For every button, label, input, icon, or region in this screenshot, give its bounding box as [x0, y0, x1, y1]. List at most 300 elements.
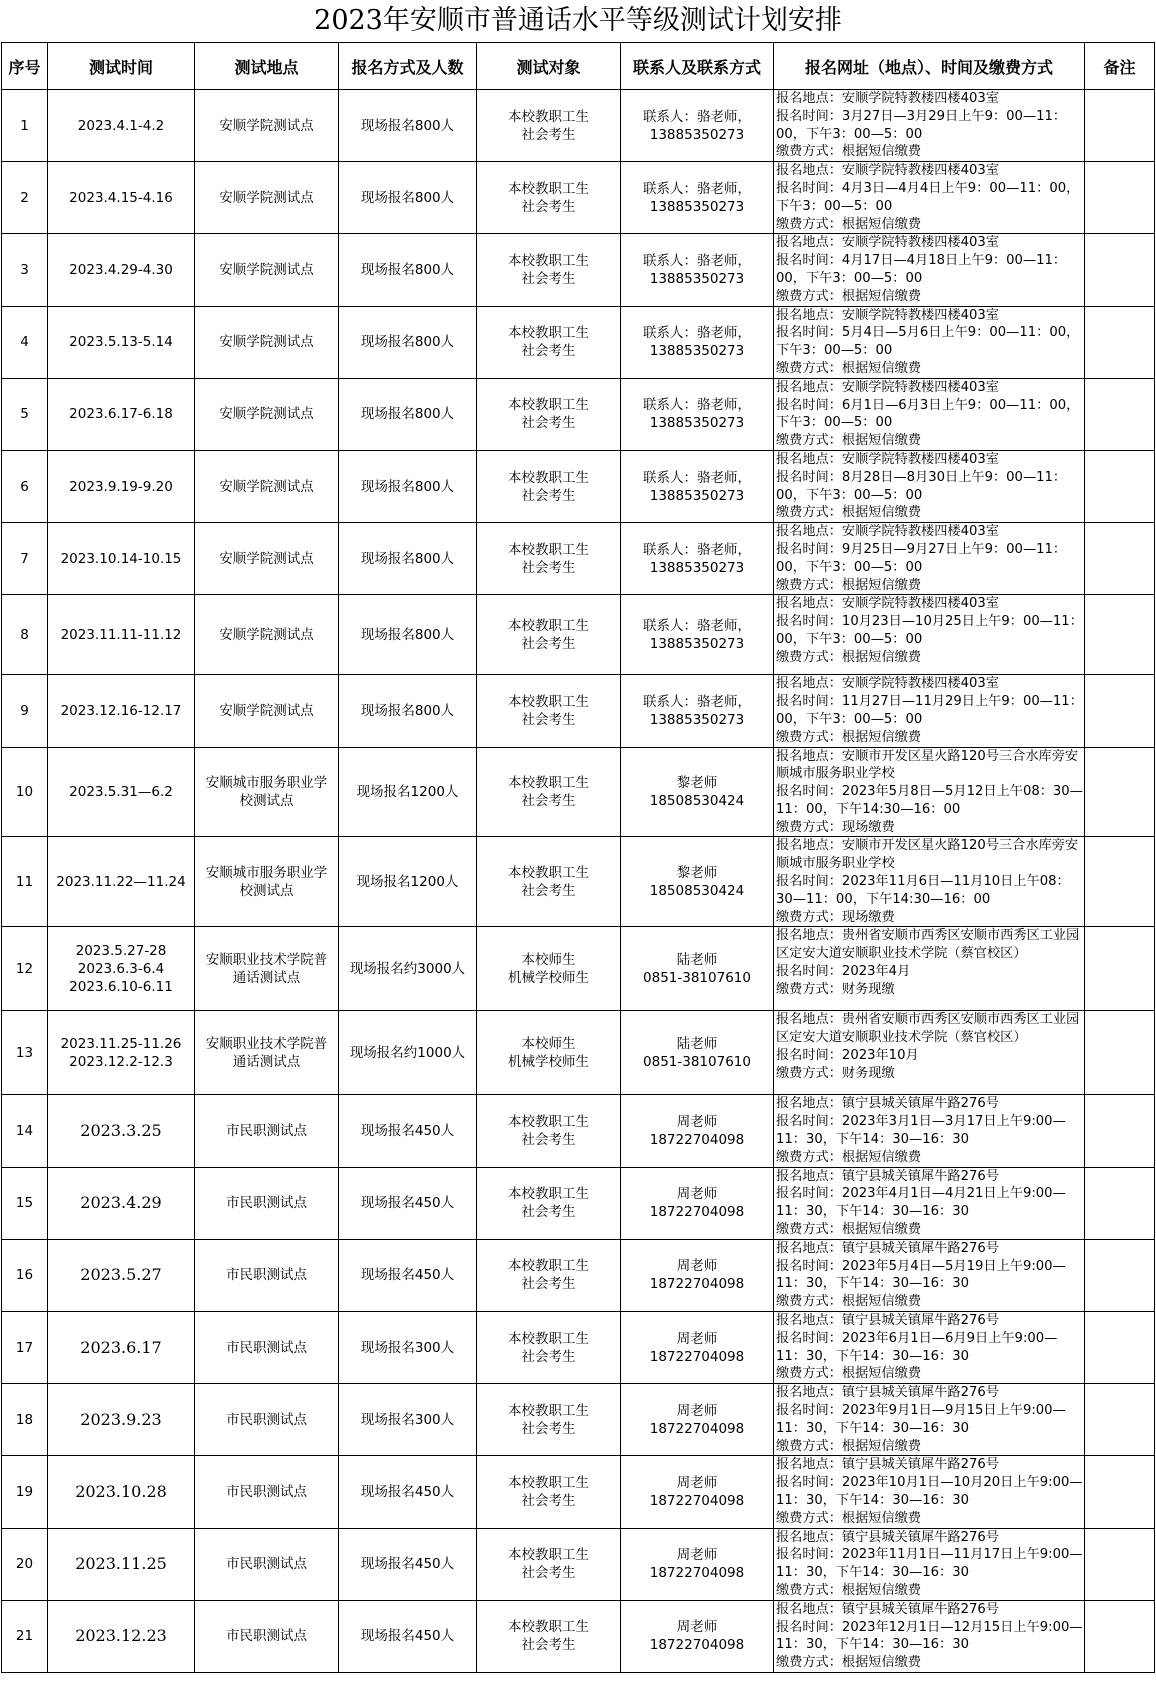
- signup-method: 现场报名800人: [339, 378, 477, 450]
- row-number: 15: [2, 1167, 48, 1239]
- test-target-line: 机械学校师生: [508, 1053, 589, 1070]
- row-number: 18: [2, 1384, 48, 1456]
- test-target-line: 本校教职工生: [508, 1114, 589, 1131]
- registration-info: [774, 1456, 1085, 1528]
- test-target: [477, 378, 621, 450]
- row-number: 14: [2, 1095, 48, 1167]
- contact-info: [621, 1528, 774, 1600]
- signup-method: 现场报名450人: [339, 1528, 477, 1600]
- registration-line: 报名地点：镇宁县城关镇犀牛路276号: [776, 1096, 999, 1112]
- registration-line: 缴费方式：根据短信缴费: [776, 1294, 922, 1310]
- test-time: [48, 450, 195, 522]
- contact-line: 周老师: [676, 1258, 718, 1275]
- registration-line: 报名时间：9月25日—9月27日上午9：00—11：00，下午3：00—5：00: [776, 541, 1067, 575]
- test-place-line: 通话测试点: [232, 1053, 301, 1070]
- test-time-line: 2023.12.23: [75, 1626, 167, 1646]
- test-target-line: 本校教职工生: [508, 325, 589, 342]
- registration-line: 报名地点：镇宁县城关镇犀牛路276号: [776, 1313, 999, 1329]
- row-number: 7: [2, 523, 48, 595]
- registration-info: [774, 1384, 1085, 1456]
- test-place: [195, 595, 339, 675]
- row-number: 9: [2, 675, 48, 747]
- test-target: [477, 1095, 621, 1167]
- contact-line: 陆老师: [676, 1035, 718, 1052]
- contact-line: 联系人：骆老师，: [643, 693, 751, 710]
- test-target-line: 本校教职工生: [508, 469, 589, 486]
- test-place: [195, 1384, 339, 1456]
- test-time-line: 2023.12.16-12.17: [60, 702, 182, 719]
- test-time: [48, 1312, 195, 1384]
- registration-line: 报名地点：安顺市开发区星火路120号三合水库旁安顺城市服务职业学校: [776, 748, 1079, 782]
- note: [1085, 162, 1155, 234]
- table-row: [2, 523, 1155, 595]
- test-time: [48, 1456, 195, 1528]
- row-number: 11: [2, 837, 48, 927]
- registration-info: [774, 1011, 1085, 1095]
- test-target-line: 本校教职工生: [508, 1330, 589, 1347]
- registration-info: [774, 1167, 1085, 1239]
- row-number: 2: [2, 162, 48, 234]
- test-time-line: 2023.9.19-9.20: [69, 478, 173, 495]
- table-row: [2, 450, 1155, 522]
- contact-line: 陆老师: [676, 951, 718, 968]
- contact-info: [621, 927, 774, 1011]
- registration-info: [774, 90, 1085, 162]
- table-row: [2, 1528, 1155, 1600]
- registration-line: 报名时间：4月17日—4月18日上午9：00—11：00，下午3：00—5：00: [776, 253, 1067, 286]
- test-place-line: 校测试点: [239, 792, 294, 809]
- registration-line: 报名时间：2023年6月1日—6月9日上午9:00—11：30，下午14：30—16：30: [776, 1330, 1058, 1364]
- registration-line: 报名时间：2023年3月1日—3月17日上午9:00—11：30，下午14：30—16：30: [776, 1114, 1066, 1148]
- contact-line: 18722704098: [649, 1348, 745, 1365]
- header-signup: 报名方式及人数: [339, 43, 477, 90]
- note: [1085, 1600, 1155, 1672]
- registration-info: [774, 675, 1085, 747]
- note: [1085, 1239, 1155, 1311]
- table-row: [2, 1011, 1155, 1095]
- test-target-line: 社会考生: [521, 1637, 576, 1654]
- test-place-line: 安顺城市服务职业学: [205, 864, 328, 881]
- test-time: [48, 1528, 195, 1600]
- contact-info: [621, 1095, 774, 1167]
- test-place: [195, 378, 339, 450]
- signup-method: 现场报名450人: [339, 1167, 477, 1239]
- signup-method: 现场报名800人: [339, 450, 477, 522]
- registration-line: 报名地点：镇宁县城关镇犀牛路276号: [776, 1601, 999, 1617]
- registration-line: 报名时间：11月27日—11月29日上午9：00—11：00，下午3：00—5：00: [776, 694, 1083, 727]
- contact-line: 18722704098: [649, 1493, 745, 1509]
- test-target-line: 社会考生: [521, 1420, 576, 1437]
- test-time-line: 2023.6.17-6.18: [69, 406, 173, 423]
- test-target-line: 本校教职工生: [508, 108, 589, 125]
- test-place-line: 安顺学院测试点: [219, 334, 314, 351]
- test-place-line: 安顺学院测试点: [219, 406, 314, 423]
- test-time: [48, 1167, 195, 1239]
- test-target: [477, 747, 621, 837]
- registration-line: 缴费方式：财务现缴: [776, 981, 895, 997]
- test-time: [48, 1600, 195, 1672]
- test-place: [195, 162, 339, 234]
- registration-line: 报名地点：安顺学院特教楼四楼403室: [776, 379, 999, 395]
- table-row: [2, 306, 1155, 378]
- row-number: 17: [2, 1312, 48, 1384]
- contact-line: 18722704098: [649, 1565, 745, 1582]
- signup-method: 现场报名800人: [339, 234, 477, 306]
- test-time: [48, 1011, 195, 1095]
- signup-method: 现场报名约3000人: [339, 927, 477, 1011]
- test-place: [195, 927, 339, 1011]
- registration-line: 缴费方式：根据短信缴费: [776, 577, 922, 593]
- registration-line: 报名地点：安顺学院特教楼四楼403室: [776, 307, 999, 323]
- signup-method: 现场报名800人: [339, 306, 477, 378]
- test-place-line: 市民职测试点: [226, 1556, 307, 1573]
- registration-info: [774, 162, 1085, 234]
- test-place-line: 市民职测试点: [226, 1123, 307, 1140]
- signup-method: 现场报名800人: [339, 523, 477, 595]
- test-time-line: 2023.11.11-11.12: [60, 626, 182, 643]
- test-time: [48, 837, 195, 927]
- contact-info: [621, 1600, 774, 1672]
- note: [1085, 234, 1155, 306]
- test-place: [195, 1456, 339, 1528]
- registration-line: 缴费方式：根据短信缴费: [776, 1438, 922, 1454]
- row-number: 4: [2, 306, 48, 378]
- table-row: [2, 837, 1155, 927]
- row-number: 20: [2, 1528, 48, 1600]
- note: [1085, 1167, 1155, 1239]
- contact-line: 0851-38107610: [643, 1053, 751, 1070]
- test-target: [477, 675, 621, 747]
- note: [1085, 1095, 1155, 1167]
- contact-line: 0851-38107610: [643, 969, 751, 986]
- table-row: [2, 234, 1155, 306]
- test-target-line: 社会考生: [521, 487, 576, 504]
- registration-info: [774, 595, 1085, 675]
- row-number: 21: [2, 1600, 48, 1672]
- row-number: 3: [2, 234, 48, 306]
- test-target: [477, 90, 621, 162]
- note: [1085, 595, 1155, 675]
- contact-info: [621, 1384, 774, 1456]
- test-time-line: 2023.6.17: [80, 1337, 162, 1357]
- table-row: [2, 747, 1155, 837]
- table-row: [2, 378, 1155, 450]
- signup-method: 现场报名300人: [339, 1384, 477, 1456]
- contact-line: 18508530424: [649, 882, 745, 899]
- test-target-line: 社会考生: [521, 1493, 576, 1509]
- test-time-line: 2023.4.1-4.2: [77, 117, 165, 134]
- test-target: [477, 450, 621, 522]
- row-number: 6: [2, 450, 48, 522]
- test-target-line: 社会考生: [521, 1565, 576, 1582]
- registration-line: 缴费方式：根据短信缴费: [776, 1222, 922, 1238]
- row-number: 1: [2, 90, 48, 162]
- row-number: 8: [2, 595, 48, 675]
- test-target-line: 本校教职工生: [508, 1475, 589, 1491]
- test-time-line: 2023.9.23: [80, 1409, 162, 1429]
- registration-line: 缴费方式：根据短信缴费: [776, 360, 922, 376]
- contact-line: 13885350273: [649, 487, 745, 504]
- test-target: [477, 1528, 621, 1600]
- test-place-line: 安顺职业技术学院普: [205, 951, 328, 968]
- signup-method: 现场报名1200人: [339, 747, 477, 837]
- test-target-line: 本校教职工生: [508, 617, 589, 634]
- test-target-line: 本校教职工生: [508, 1186, 589, 1203]
- table-row: [2, 1456, 1155, 1528]
- test-place-line: 安顺学院测试点: [219, 478, 314, 495]
- schedule-table: [1, 42, 1155, 1673]
- contact-line: 联系人：骆老师，: [643, 397, 751, 414]
- contact-line: 周老师: [676, 1475, 718, 1491]
- test-time-line: 2023.5.27: [80, 1265, 162, 1285]
- registration-info: [774, 1600, 1085, 1672]
- test-target: [477, 234, 621, 306]
- registration-line: 报名时间：2023年10月: [776, 1048, 919, 1064]
- registration-line: 缴费方式：根据短信缴费: [776, 1149, 922, 1165]
- test-target-line: 社会考生: [521, 1204, 576, 1221]
- test-target: [477, 1239, 621, 1311]
- note: [1085, 378, 1155, 450]
- test-target-line: 社会考生: [521, 1348, 576, 1365]
- test-target-line: 社会考生: [521, 198, 576, 215]
- test-place-line: 安顺学院测试点: [219, 702, 314, 719]
- table-row: [2, 1095, 1155, 1167]
- signup-method: 现场报名300人: [339, 1312, 477, 1384]
- contact-info: [621, 1011, 774, 1095]
- test-target: [477, 162, 621, 234]
- contact-info: [621, 162, 774, 234]
- test-target-line: 社会考生: [521, 792, 576, 809]
- contact-info: [621, 306, 774, 378]
- registration-line: 报名地点：安顺学院特教楼四楼403室: [776, 91, 999, 106]
- registration-line: 报名地点：安顺学院特教楼四楼403室: [776, 524, 999, 540]
- row-number: 19: [2, 1456, 48, 1528]
- registration-line: 报名时间：2023年12月1日—12月15日上午9:00—11：30，下午14：30—16：30: [776, 1619, 1083, 1653]
- test-target-line: 社会考生: [521, 1276, 576, 1293]
- registration-info: [774, 1528, 1085, 1600]
- test-target-line: 社会考生: [521, 559, 576, 576]
- test-time: [48, 747, 195, 837]
- signup-method: 现场报名450人: [339, 1600, 477, 1672]
- test-time-line: 2023.4.29: [80, 1193, 162, 1213]
- header-row: [2, 43, 1155, 90]
- contact-line: 13885350273: [649, 635, 745, 652]
- registration-info: [774, 378, 1085, 450]
- test-place-line: 市民职测试点: [226, 1195, 307, 1212]
- test-place-line: 安顺城市服务职业学: [205, 774, 328, 791]
- contact-line: 联系人：骆老师，: [643, 325, 751, 342]
- table-row: [2, 927, 1155, 1011]
- test-time: [48, 1239, 195, 1311]
- registration-line: 报名时间：2023年10月1日—10月20日上午9:00—11：30，下午14：30—16：30: [776, 1475, 1083, 1508]
- registration-line: 报名时间：2023年11月1日—11月17日上午9:00—11：30，下午14：30—16：30: [776, 1547, 1083, 1581]
- contact-info: [621, 523, 774, 595]
- test-target: [477, 1456, 621, 1528]
- row-number: 5: [2, 378, 48, 450]
- test-target-line: 本校教职工生: [508, 397, 589, 414]
- contact-line: 联系人：骆老师，: [643, 252, 751, 269]
- test-target-line: 本校教职工生: [508, 1258, 589, 1275]
- test-place-line: 通话测试点: [232, 969, 301, 986]
- registration-info: [774, 1312, 1085, 1384]
- test-target-line: 社会考生: [521, 270, 576, 287]
- signup-method: 现场报名800人: [339, 595, 477, 675]
- registration-line: 报名时间：2023年4月1日—4月21日上午9:00—11：30，下午14：30—16：30: [776, 1186, 1066, 1220]
- test-place-line: 安顺学院测试点: [219, 550, 314, 567]
- registration-line: 报名地点：镇宁县城关镇犀牛路276号: [776, 1457, 999, 1473]
- registration-line: 报名地点：安顺学院特教楼四楼403室: [776, 596, 999, 612]
- contact-line: 18722704098: [649, 1276, 745, 1293]
- signup-method: 现场报名1200人: [339, 837, 477, 927]
- test-target-line: 本校教职工生: [508, 693, 589, 710]
- test-target-line: 本校教职工生: [508, 1619, 589, 1636]
- test-place-line: 市民职测试点: [226, 1411, 307, 1428]
- contact-line: 13885350273: [649, 711, 745, 728]
- contact-line: 联系人：骆老师，: [643, 617, 751, 634]
- contact-info: [621, 675, 774, 747]
- contact-line: 黎老师: [676, 864, 718, 881]
- contact-info: [621, 90, 774, 162]
- contact-line: 周老师: [676, 1114, 718, 1131]
- registration-line: 报名地点：安顺学院特教楼四楼403室: [776, 451, 999, 467]
- contact-line: 联系人：骆老师，: [643, 469, 751, 486]
- registration-line: 缴费方式：根据短信缴费: [776, 505, 922, 521]
- registration-info: [774, 306, 1085, 378]
- test-time: [48, 523, 195, 595]
- test-place: [195, 306, 339, 378]
- note: [1085, 450, 1155, 522]
- registration-line: 报名时间：6月1日—6月3日上午9：00—11：00，下午3：00—5：00: [776, 397, 1080, 431]
- test-target-line: 本校教职工生: [508, 541, 589, 558]
- contact-info: [621, 1456, 774, 1528]
- contact-info: [621, 234, 774, 306]
- table-row: [2, 90, 1155, 162]
- test-place-line: 安顺职业技术学院普: [205, 1035, 328, 1052]
- registration-info: [774, 234, 1085, 306]
- test-place-line: 安顺学院测试点: [219, 117, 314, 134]
- test-target-line: 机械学校师生: [508, 969, 589, 986]
- contact-line: 13885350273: [649, 415, 745, 432]
- registration-line: 缴费方式：现场缴费: [776, 909, 895, 925]
- note: [1085, 1456, 1155, 1528]
- test-time: [48, 927, 195, 1011]
- test-target-line: 本校师生: [521, 951, 576, 968]
- note: [1085, 1528, 1155, 1600]
- registration-line: 报名地点：镇宁县城关镇犀牛路276号: [776, 1529, 999, 1545]
- test-place-line: 安顺学院测试点: [219, 189, 314, 206]
- test-target-line: 社会考生: [521, 415, 576, 432]
- test-time-line: 2023.6.3-6.4: [77, 960, 165, 977]
- contact-line: 周老师: [676, 1619, 718, 1636]
- registration-info: [774, 1095, 1085, 1167]
- test-time-line: 2023.4.15-4.16: [69, 189, 173, 206]
- contact-line: 联系人：骆老师，: [643, 108, 751, 125]
- header-time: 测试时间: [48, 43, 195, 90]
- registration-line: 报名时间：4月3日—4月4日上午9：00—11：00，下午3：00—5：00: [776, 180, 1080, 214]
- table-row: [2, 1384, 1155, 1456]
- test-place-line: 校测试点: [239, 882, 294, 899]
- note: [1085, 1011, 1155, 1095]
- contact-line: 18508530424: [649, 792, 745, 809]
- test-target: [477, 306, 621, 378]
- signup-method: 现场报名450人: [339, 1095, 477, 1167]
- registration-line: 缴费方式：根据短信缴费: [776, 144, 922, 160]
- header-target: 测试对象: [477, 43, 621, 90]
- test-place: [195, 1528, 339, 1600]
- contact-line: 18722704098: [649, 1204, 745, 1221]
- signup-method: 现场报名450人: [339, 1239, 477, 1311]
- registration-line: 报名地点：安顺市开发区星火路120号三合水库旁安顺城市服务职业学校: [776, 838, 1079, 872]
- table-row: [2, 675, 1155, 747]
- contact-info: [621, 1312, 774, 1384]
- registration-line: 报名地点：贵州省安顺市西秀区安顺市西秀区工业园区定安大道安顺职业技术学院（蔡官校区）: [776, 1012, 1080, 1046]
- test-target: [477, 523, 621, 595]
- test-place-line: 市民职测试点: [226, 1267, 307, 1284]
- test-target-line: 社会考生: [521, 1132, 576, 1149]
- test-place: [195, 837, 339, 927]
- contact-line: 13885350273: [649, 343, 745, 360]
- row-number: 16: [2, 1239, 48, 1311]
- contact-info: [621, 450, 774, 522]
- row-number: 13: [2, 1011, 48, 1095]
- test-time: [48, 595, 195, 675]
- test-target: [477, 1312, 621, 1384]
- test-target: [477, 927, 621, 1011]
- test-target-line: 本校教职工生: [508, 180, 589, 197]
- registration-line: 缴费方式：根据短信缴费: [776, 433, 922, 449]
- registration-info: [774, 1239, 1085, 1311]
- test-place: [195, 1011, 339, 1095]
- test-place-line: 市民职测试点: [226, 1484, 307, 1500]
- test-target-line: 社会考生: [521, 711, 576, 728]
- contact-line: 周老师: [676, 1186, 718, 1203]
- contact-line: 黎老师: [676, 774, 718, 791]
- row-number: 10: [2, 747, 48, 837]
- test-time-line: 2023.5.27-28: [75, 942, 167, 959]
- test-place-line: 安顺学院测试点: [219, 261, 314, 278]
- registration-info: [774, 837, 1085, 927]
- registration-line: 缴费方式：根据短信缴费: [776, 1366, 922, 1382]
- test-target-line: 本校教职工生: [508, 864, 589, 881]
- signup-method: 现场报名约1000人: [339, 1011, 477, 1095]
- test-time-line: 2023.5.31—6.2: [69, 783, 173, 800]
- test-place: [195, 1600, 339, 1672]
- test-time: [48, 1095, 195, 1167]
- contact-line: 周老师: [676, 1402, 718, 1419]
- test-place: [195, 1312, 339, 1384]
- test-target-line: 社会考生: [521, 882, 576, 899]
- test-time-line: 2023.4.29-4.30: [69, 261, 173, 278]
- test-target-line: 本校教职工生: [508, 774, 589, 791]
- test-place: [195, 1239, 339, 1311]
- registration-info: [774, 523, 1085, 595]
- registration-line: 缴费方式：根据短信缴费: [776, 216, 922, 232]
- note: [1085, 927, 1155, 1011]
- note: [1085, 523, 1155, 595]
- registration-line: 缴费方式：根据短信缴费: [776, 1655, 922, 1671]
- header-contact: 联系人及联系方式: [621, 43, 774, 90]
- test-target: [477, 1167, 621, 1239]
- test-target: [477, 1384, 621, 1456]
- test-place: [195, 675, 339, 747]
- note: [1085, 1384, 1155, 1456]
- registration-line: 报名时间：8月28日—8月30日上午9：00—11：00，下午3：00—5：00: [776, 469, 1067, 503]
- test-time: [48, 162, 195, 234]
- table-row: [2, 1239, 1155, 1311]
- registration-line: 报名地点：镇宁县城关镇犀牛路276号: [776, 1240, 999, 1256]
- registration-line: 报名时间：2023年11月6日—11月10日上午08：30—11：00，下午14:30—16：00: [776, 874, 1070, 907]
- test-time-line: 2023.6.10-6.11: [69, 978, 173, 995]
